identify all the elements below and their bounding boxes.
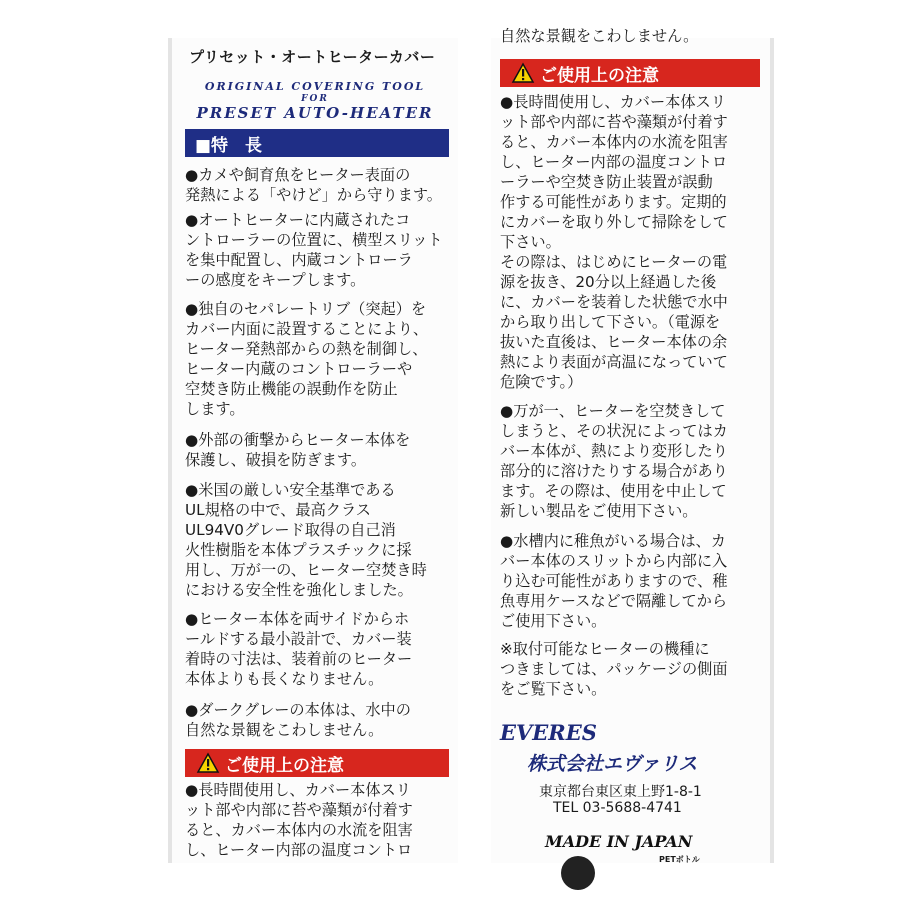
logo-line-1: ORIGINAL COVERING TOOL (204, 80, 426, 93)
company-name: 株式会社エヴァリス (527, 753, 698, 775)
logo-line-3: PRESET AUTO-HEATER (196, 104, 434, 122)
caution-item: ●万が一、ヒーターを空焚きして しまうと、その状況によってはカ バー本体が、熱により変形したり 部分的に溶けたりする場合があり ます。その際は、使用を中止して 新しい製品をご使用下さい。 (500, 402, 728, 520)
feature-item: ●米国の厳しい安全基準である UL規格の中で、最高クラス UL94V0グレード取得の自己消 火性樹脂を本体プラスチックに採 用し、万が一の、ヒーター空焚き時 における安全性を強化しました。 (185, 481, 427, 599)
caution-heading-right (500, 59, 760, 87)
caution-item: ●長時間使用し、カバー本体スリ ット部や内部に苔や藻類が付着す ると、カバー本体内の水流を阻害 し、ヒーター内部の温度コントロ (185, 781, 413, 859)
made-in-label: MADE IN JAPAN (545, 832, 693, 851)
caution-heading-label: ご使用上の注意 (225, 755, 344, 776)
recycle-mark-icon (561, 856, 595, 890)
caution-item: ●長時間使用し、カバー本体スリ ット部や内部に苔や藻類が付着す ると、カバー本体内の水流を阻害 し、ヒーター内部の温度コントロ ーラーや空焚き防止装置が誤動 作する可能性があります。定期的 にカバーを取り外して掃除をして 下さい。 (500, 93, 728, 251)
caution-item: ※取付可能なヒーターの機種に つきましては、パッケージの側面 をご覧下さい。 (500, 640, 728, 698)
feature-item: ●ダークグレーの本体は、水中の 自然な景観をこわしません。 (185, 701, 411, 739)
pet-bottle-label: PETボトル (659, 855, 700, 864)
right-panel (491, 27, 770, 864)
right-strip-edge (770, 38, 774, 863)
company-address: 東京都台東区東上野1-8-1 (539, 784, 702, 800)
features-heading (185, 129, 449, 157)
feature-item: ●外部の衝撃からヒーター本体を 保護し、破損を防ぎます。 (185, 431, 411, 469)
company-tel: TEL 03-5688-4741 (553, 800, 682, 816)
clipped-top-text: 自然な景観をこわしません。 (500, 27, 699, 45)
left-panel (172, 38, 458, 863)
brand-logo: EVERES (500, 720, 597, 745)
features-heading-label: ■特 長 (195, 135, 263, 156)
caution-item: ●水槽内に稚魚がいる場合は、カ バー本体のスリットから内部に入 り込む可能性がありますので、稚 魚専用ケースなどで隔離してから ご使用下さい。 (500, 532, 728, 630)
warning-triangle-icon (512, 63, 534, 83)
warning-triangle-icon (197, 753, 219, 773)
feature-item: ●オートヒーターに内蔵されたコ ントローラーの位置に、横型スリット を集中配置し、内蔵コントローラ ーの感度をキープします。 (185, 211, 443, 289)
feature-item: ●独自のセパレートリブ（突起）を カバー内面に設置することにより、 ヒーター発熱部からの熱を制御し、 ヒーター内蔵のコントローラーや 空焚き防止機能の誤動作を防止 します。 (185, 300, 428, 418)
caution-note: その際は、はじめにヒーターの電 源を抜き、20分以上経過した後 に、カバーを装着した状態で水中 から取り出して下さい。（電源を 抜いた直後は、ヒーター本体の余 熱により表面が高温になっていて 危険です。） (500, 253, 728, 391)
product-title: プリセット・オートヒーターカバー (189, 48, 436, 66)
feature-item: ●カメや飼育魚をヒーター表面の 発熱による「やけど」から守ります。 (185, 166, 442, 204)
logo-line-2: FOR (301, 94, 329, 104)
caution-heading-left (185, 749, 449, 777)
caution-heading-label: ご使用上の注意 (540, 65, 659, 86)
feature-item: ●ヒーター本体を両サイドからホ ールドする最小設計で、カバー装 着時の寸法は、装着前のヒーター 本体よりも長くなりません。 (185, 610, 413, 688)
